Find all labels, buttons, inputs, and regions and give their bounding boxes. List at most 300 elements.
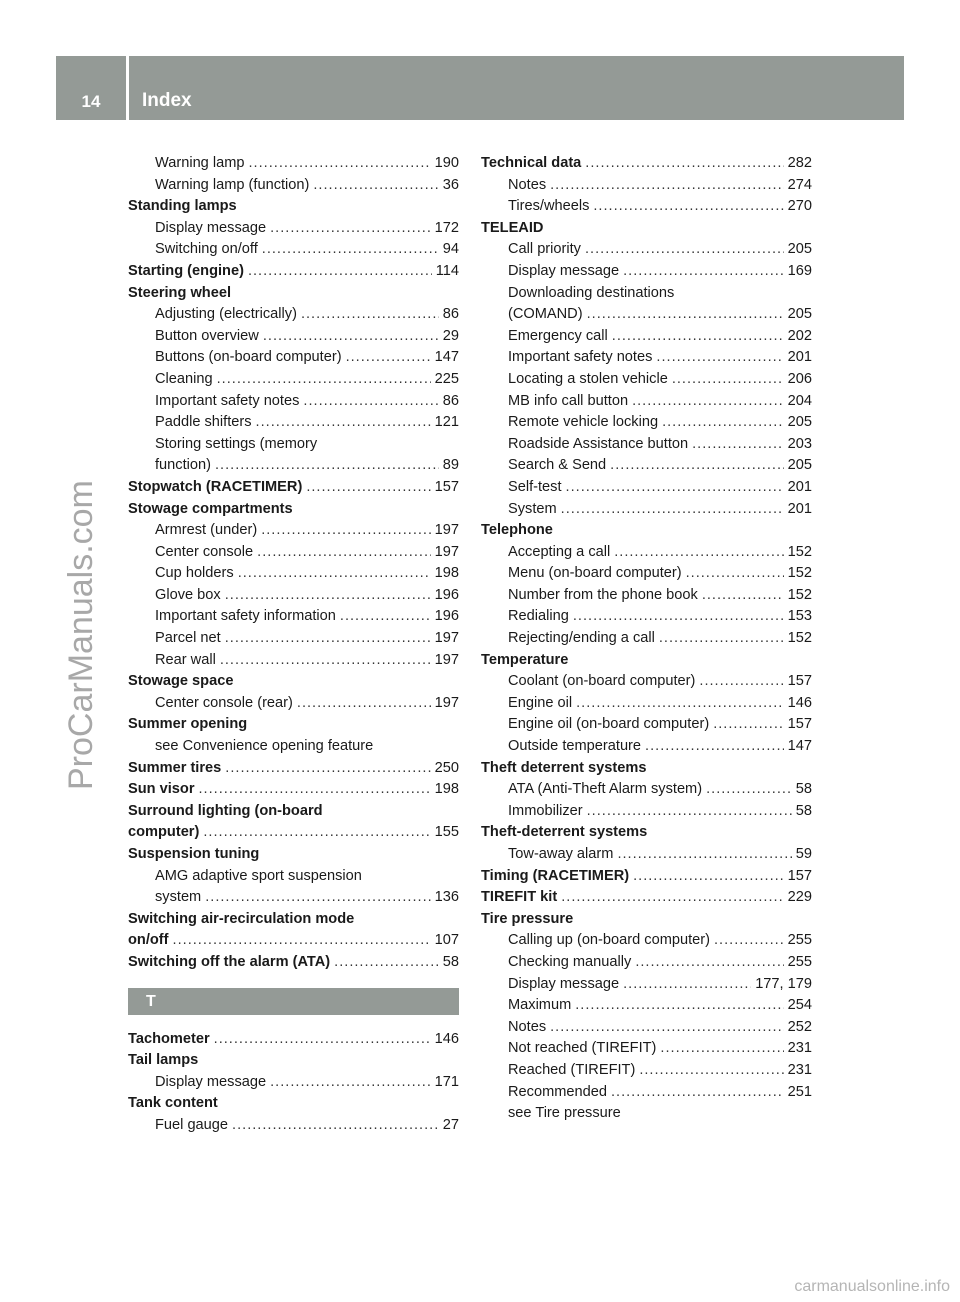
index-entries-left [128,153,459,974]
leader-dots [662,412,784,434]
index-subentry [481,369,812,391]
leader-dots [566,477,784,499]
leader-dots [623,261,784,283]
entry-text: Tachometer [128,1030,210,1047]
entry-text: Glove box [155,586,221,603]
entry-text: Center console [155,543,254,560]
page-reference: 172 [434,219,459,236]
entry-text: system [155,889,202,906]
index-entry [128,196,459,218]
entry-text: Call priority [508,241,581,258]
entry-text: on/off [128,932,169,949]
leader-dots [632,391,784,413]
entry-text: ATA (Anti-Theft Alarm system) [508,781,703,798]
index-subentry [481,844,812,866]
page-reference: 270 [787,198,812,215]
entry-text: Engine oil (on-board computer) [508,716,710,733]
index-subentry [481,499,812,521]
index-subentry [128,606,459,628]
index-subentry [481,1082,812,1104]
page-reference: 86 [442,306,459,323]
leader-dots [587,801,792,823]
page-reference: 146 [434,1030,459,1047]
page-reference: 58 [795,781,812,798]
leader-dots [225,758,430,780]
header-divider [126,56,129,120]
index-subentry [481,563,812,585]
page-reference: 231 [787,1061,812,1078]
index-entry [128,477,459,499]
index-subentry [481,974,812,996]
page-reference: 201 [787,349,812,366]
index-subentry [481,693,812,715]
index-subentry [128,218,459,240]
leader-dots [587,304,784,326]
side-watermark-text: ProCarManuals.com [62,480,100,790]
entry-text: Tank content [128,1095,218,1112]
index-entry [128,499,459,521]
entry-text: Stowage space [128,673,234,690]
index-entry [481,887,812,909]
page-reference: 254 [787,997,812,1014]
leader-dots [334,952,439,974]
index-entry [128,1029,459,1051]
leader-dots [623,974,751,996]
entry-text: see Convenience opening feature [155,738,374,755]
index-subentry [481,412,812,434]
entry-text: Theft deterrent systems [481,759,647,776]
leader-dots [575,995,783,1017]
page-number: 14 [81,92,101,111]
leader-dots [199,779,431,801]
entry-text: Roadside Assistance button [508,435,689,452]
leader-dots [215,455,439,477]
leader-dots [313,175,438,197]
entry-text: Parcel net [155,630,221,647]
entry-text: Notes [508,1018,547,1035]
page-reference: 107 [434,932,459,949]
entry-text: Engine oil [508,694,573,711]
page-reference: 204 [787,392,812,409]
index-subentry [481,196,812,218]
entry-text: Buttons (on-board computer) [155,349,342,366]
entry-text: Display message [508,262,620,279]
leader-dots [225,585,431,607]
index-subentry [481,175,812,197]
index-subentry [128,866,459,888]
leader-dots [270,1072,431,1094]
leader-dots [249,153,431,175]
page-reference: 197 [434,630,459,647]
entry-text: Button overview [155,327,259,344]
index-subentry [128,563,459,585]
page-reference: 203 [787,435,812,452]
index-subentry [128,412,459,434]
page-reference: 205 [787,414,812,431]
leader-dots [593,196,783,218]
entry-text: Display message [155,1073,267,1090]
page-reference: 94 [442,241,459,258]
leader-dots [550,175,784,197]
entry-text: computer) [128,824,200,841]
leader-dots [301,304,439,326]
page-reference: 231 [787,1040,812,1057]
page-reference: 202 [787,327,812,344]
index-entry [481,758,812,780]
index-subentry [481,434,812,456]
index-subentry [128,520,459,542]
entry-text: Rejecting/ending a call [508,630,655,647]
page-reference: 171 [434,1073,459,1090]
entry-text: Switching on/off [155,241,258,258]
index-entry [481,866,812,888]
page-reference: 250 [434,759,459,776]
entry-text: Display message [155,219,267,236]
page-reference: 86 [442,392,459,409]
leader-dots [173,930,431,952]
page-reference: 255 [787,932,812,949]
entry-text: Important safety information [155,608,336,625]
index-subentry [481,995,812,1017]
leader-dots [692,434,784,456]
index-subentry [481,391,812,413]
entry-text: Adjusting (electrically) [155,306,297,323]
index-subentry [128,369,459,391]
entry-text: Notes [508,176,547,193]
leader-dots [225,628,431,650]
page-reference: 201 [787,500,812,517]
index-entry [128,844,459,866]
index-subentry [481,1017,812,1039]
index-entry [128,801,459,823]
index-entry [481,909,812,931]
leader-dots [262,239,439,261]
entry-text: Search & Send [508,457,607,474]
leader-dots [238,563,431,585]
page-reference: 252 [787,1018,812,1035]
entry-text: Emergency call [508,327,608,344]
entry-text: Temperature [481,651,569,668]
index-subentry [128,1115,459,1137]
page-reference: 157 [434,478,459,495]
page-reference: 29 [442,327,459,344]
entry-text: Tire pressure [481,910,574,927]
page-header [56,56,904,120]
page-reference: 196 [434,608,459,625]
entry-text: Reached (TIREFIT) [508,1061,636,1078]
index-entry [481,153,812,175]
page-reference: 251 [787,1083,812,1100]
entry-text: Standing lamps [128,198,237,215]
leader-dots [635,952,783,974]
leader-dots [303,391,438,413]
entry-text: Telephone [481,522,553,539]
leader-dots [714,930,784,952]
page-reference: 197 [434,522,459,539]
page-reference: 58 [442,953,459,970]
leader-dots [686,563,784,585]
leader-dots [263,326,439,348]
index-subentry [481,477,812,499]
index-entry [128,758,459,780]
index-entry [128,1050,459,1072]
leader-dots [248,261,432,283]
page-reference: 146 [787,694,812,711]
page-reference: 274 [787,176,812,193]
index-subentry [128,304,459,326]
entry-text: Paddle shifters [155,414,252,431]
page-reference: 136 [434,889,459,906]
page-reference: 177, 179 [755,975,812,992]
page-reference: 152 [787,543,812,560]
entry-text: Stopwatch (RACETIMER) [128,478,303,495]
index-subentry [128,175,459,197]
leader-dots [561,887,783,909]
index-subentry [481,736,812,758]
index-subentry [128,693,459,715]
index-subentry [128,455,459,477]
page-reference: 157 [787,673,812,690]
index-subentry [128,153,459,175]
entry-text: Surround lighting (on-board [128,802,323,819]
leader-dots [576,693,784,715]
page-reference: 169 [787,262,812,279]
index-subentry [128,239,459,261]
leader-dots [585,153,783,175]
leader-dots [713,714,783,736]
entry-text: Display message [508,975,620,992]
page-reference: 205 [787,457,812,474]
entry-text: Starting (engine) [128,262,244,279]
leader-dots [203,822,430,844]
index-subentry [128,650,459,672]
page-reference: 190 [434,155,459,171]
index-subentry [128,585,459,607]
leader-dots [659,628,784,650]
index-subentry [481,628,812,650]
leader-dots [205,887,430,909]
page-reference: 59 [795,846,812,862]
leader-dots [297,693,431,715]
leader-dots [645,736,784,758]
leader-dots [612,326,784,348]
index-entry [128,952,459,974]
index-subentry [481,261,812,283]
leader-dots [699,671,783,693]
leader-dots [656,347,783,369]
entry-text: Rear wall [155,651,216,668]
index-subentry [128,1072,459,1094]
index-subentry [481,1060,812,1082]
entry-text: Timing (RACETIMER) [481,867,630,884]
index-subentry [128,628,459,650]
entry-text: Storing settings (memory [155,435,318,452]
leader-dots [214,1029,431,1051]
entry-text: (COMAND) [508,306,583,323]
leader-dots [639,1060,783,1082]
page-reference: 89 [442,457,459,474]
section-title: Index [142,90,192,111]
index-subentry [481,606,812,628]
entry-text: Switching off the alarm (ATA) [128,953,331,970]
leader-dots [306,477,430,499]
index-entry [128,261,459,283]
index-entry [128,779,459,801]
leader-dots [257,542,430,564]
entry-text: Remote vehicle locking [508,414,659,431]
page-reference: 121 [434,414,459,431]
entry-text: Theft-deterrent systems [481,824,648,841]
leader-dots [706,779,792,801]
entry-text: Steering wheel [128,284,231,301]
page-reference: 225 [434,370,459,387]
page-reference: 198 [434,781,459,798]
index-subentry [128,347,459,369]
page-reference: 198 [434,565,459,582]
page-reference: 155 [434,824,459,841]
entry-text: Warning lamp (function) [155,176,310,193]
index-subentry [128,887,459,909]
page-reference: 27 [442,1116,459,1133]
page-reference: 157 [787,867,812,884]
leader-dots [633,866,784,888]
page-reference: 114 [435,262,459,279]
page-reference: 153 [787,608,812,625]
entry-text: Coolant (on-board computer) [508,673,696,690]
leader-dots [217,369,431,391]
leader-dots [256,412,431,434]
page-reference: 197 [434,543,459,560]
page-reference: 229 [787,889,812,906]
index-subentry [481,304,812,326]
page-reference: 152 [787,630,812,647]
entry-text: Maximum [508,997,572,1014]
index-entry [128,283,459,305]
leader-dots [611,1082,784,1104]
index-subentry [481,714,812,736]
leader-dots [550,1017,784,1039]
entry-text: Cup holders [155,565,234,582]
page-reference: 152 [787,586,812,603]
entry-text: Summer tires [128,759,222,776]
index-entry [128,714,459,736]
index-column-left [128,153,459,1137]
index-subentry [481,542,812,564]
entry-text: Important safety notes [155,392,300,409]
entry-text: Immobilizer [508,802,583,819]
entry-text: TIREFIT kit [481,889,558,906]
entry-text: Recommended [508,1083,607,1100]
entry-text: Stowage compartments [128,500,293,517]
page-reference: 147 [787,738,812,755]
page-reference: 196 [434,586,459,603]
entry-text: Number from the phone book [508,586,698,603]
index-entry [128,671,459,693]
index-subentry [481,671,812,693]
entry-text: Self-test [508,478,562,495]
leader-dots [561,499,784,521]
index-subentry [481,930,812,952]
leader-dots [585,239,784,261]
page-reference: 58 [795,802,812,819]
index-entry [128,822,459,844]
index-subentry [481,239,812,261]
entry-text: Switching air-recirculation mode [128,910,355,927]
page-reference: 205 [787,241,812,258]
entry-text: Center console (rear) [155,694,293,711]
index-entry [481,822,812,844]
entry-text: TELEAID [481,219,544,236]
leader-dots [220,650,431,672]
entry-text: Technical data [481,155,582,171]
index-subentry [128,434,459,456]
index-subentry [128,391,459,413]
index-subentry [128,326,459,348]
page-reference: 201 [787,478,812,495]
leader-dots [672,369,784,391]
index-entries-t [128,1029,459,1137]
index-entry [128,930,459,952]
entry-text: function) [155,457,211,474]
leader-dots [573,606,784,628]
entry-text: Important safety notes [508,349,653,366]
index-subentry [128,542,459,564]
entry-text: Warning lamp [155,155,245,171]
section-letter-t: T [128,988,459,1015]
index-entry [481,218,812,240]
page-reference: 282 [787,155,812,171]
entry-text: Tail lamps [128,1052,199,1069]
entry-text: Cleaning [155,370,213,387]
entry-text: Not reached (TIREFIT) [508,1040,657,1057]
index-subentry [128,736,459,758]
index-subentry [481,1038,812,1060]
entry-text: AMG adaptive sport suspension [155,867,362,884]
page-reference: 36 [442,176,459,193]
index-column-right [481,153,812,1125]
page-reference: 152 [787,565,812,582]
entry-text: Outside temperature [508,738,642,755]
page-reference: 197 [434,651,459,668]
entry-text: Accepting a call [508,543,611,560]
index-entry [128,1093,459,1115]
entry-text: Checking manually [508,953,632,970]
index-subentry [481,1103,812,1125]
index-subentry [481,455,812,477]
entry-text: Menu (on-board computer) [508,565,682,582]
entry-text: Locating a stolen vehicle [508,370,668,387]
leader-dots [702,585,784,607]
leader-dots [614,542,783,564]
entry-text: Downloading destinations [508,284,675,301]
page-reference: 205 [787,306,812,323]
entry-text: Suspension tuning [128,846,260,862]
index-entry [481,520,812,542]
entry-text: Redialing [508,608,569,625]
leader-dots [610,455,783,477]
leader-dots [232,1115,439,1137]
entry-text: MB info call button [508,392,629,409]
index-entry [481,650,812,672]
entry-text: Tires/wheels [508,198,590,215]
index-subentry [481,952,812,974]
entry-text: see Tire pressure [508,1105,621,1122]
index-entries-right [481,153,812,1125]
index-subentry [481,585,812,607]
entry-text: Fuel gauge [155,1116,229,1133]
index-subentry [481,779,812,801]
entry-text: Tow-away alarm [508,846,614,862]
